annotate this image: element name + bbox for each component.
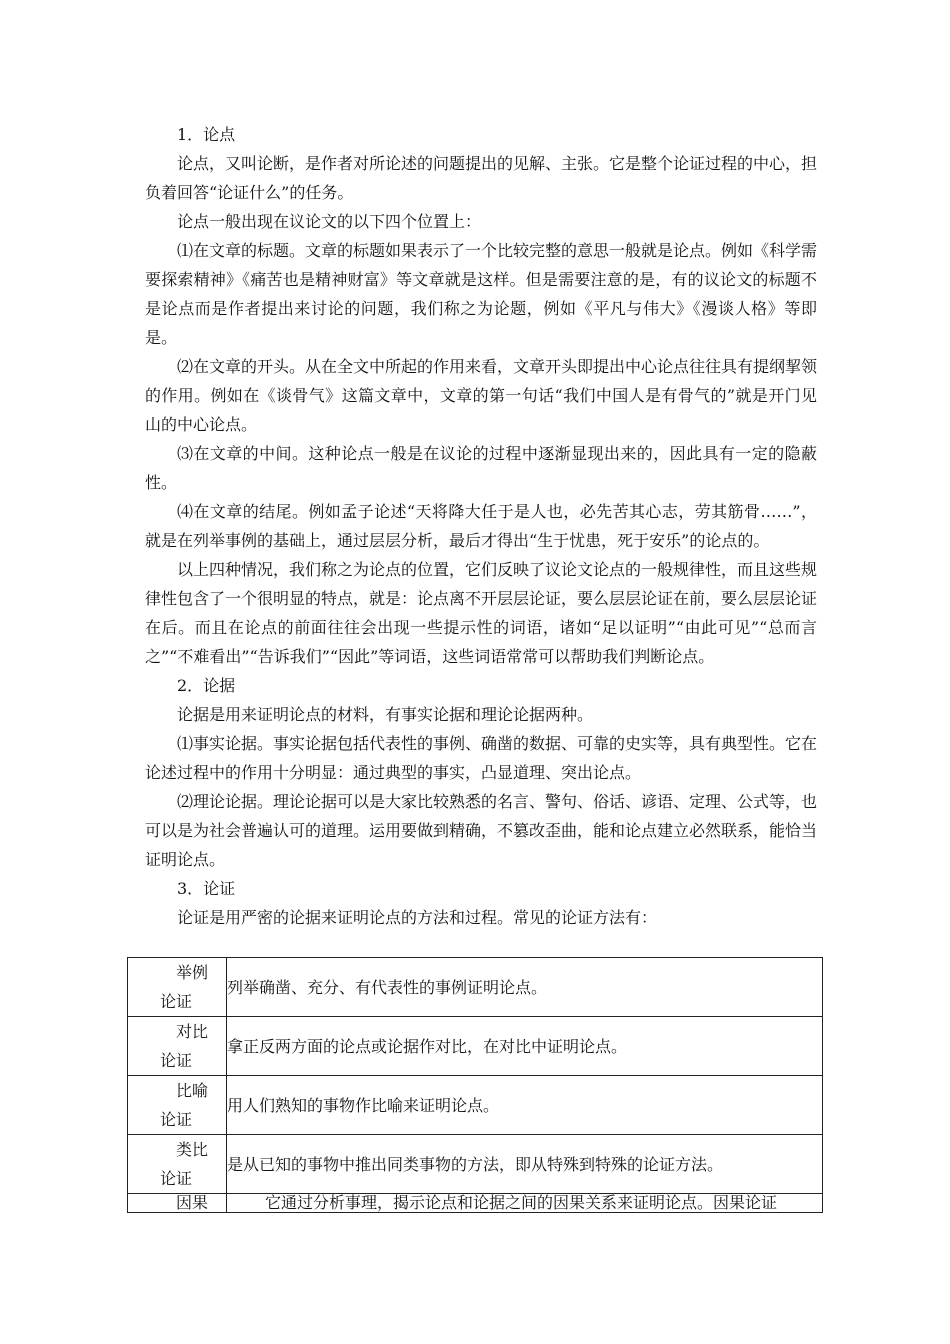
table-row (128, 958, 823, 1017)
method-name: 论证 (160, 1051, 193, 1070)
paragraph: ⑴事实论据。事实论据包括代表性的事例、确凿的数据、可靠的史实等，具有典型性。它在论述过程中的作用十分明显：通过典型的事实，凸显道理、突出论点。 (145, 734, 818, 782)
argument-methods-table (127, 957, 823, 1213)
method-name-cell (128, 1135, 227, 1194)
method-description: 是从已知的事物中推出同类事物的方法，即从特殊到特殊的论证方法。 (227, 1135, 823, 1194)
method-name-cell (128, 1194, 227, 1213)
method-name: 论证 (160, 992, 193, 1011)
table-row (128, 1135, 823, 1194)
method-description: 列举确凿、充分、有代表性的事例证明论点。 (227, 958, 823, 1017)
paragraph: 论据是用来证明论点的材料，有事实论据和理论论据两种。 (177, 705, 594, 724)
table-row (128, 1194, 823, 1213)
paragraph: ⑵在文章的开头。从在全文中所起的作用来看，文章开头即提出中心论点往往具有提纲挈领的作用。例如在《谈骨气》这篇文章中，文章的第一句话“我们中国人是有骨气的”就是开门见山的中心论点。 (145, 357, 818, 434)
method-name: 论证 (160, 1169, 193, 1188)
section-heading-reasoning: 3．论证 (177, 879, 236, 898)
paragraph: ⑶在文章的中间。这种论点一般是在议论的过程中逐渐显现出来的，因此具有一定的隐蔽性。 (145, 444, 817, 492)
paragraph: 论证是用严密的论据来证明论点的方法和过程。常见的论证方法有： (177, 908, 658, 927)
method-name: 因果 (176, 1193, 209, 1212)
method-description: 用人们熟知的事物作比喻来证明论点。 (227, 1076, 823, 1135)
method-name: 对比 (176, 1022, 209, 1041)
paragraph: ⑷在文章的结尾。例如孟子论述“天将降大任于是人也，必先苦其心志，劳其筋骨……”，就是在列举事例的基础上，通过层层分析，最后才得出“生于忧患，死于安乐”的论点的。 (145, 502, 817, 550)
method-name: 类比 (176, 1140, 209, 1159)
method-name: 举例 (176, 963, 209, 982)
method-name-cell (128, 1076, 227, 1135)
method-name: 比喻 (176, 1081, 209, 1100)
section-heading-evidence: 2．论据 (177, 676, 236, 695)
document-body (145, 120, 817, 932)
table-row (128, 1076, 823, 1135)
method-description: 拿正反两方面的论点或论据作对比，在对比中证明论点。 (227, 1017, 823, 1076)
method-name: 论证 (160, 1110, 193, 1129)
paragraph: 以上四种情况，我们称之为论点的位置，它们反映了议论文论点的一般规律性，而且这些规律性包含了一个很明显的特点，就是：论点离不开层层论证，要么层层论证在前，要么层层论证在后。而且在论点的前面往往会出现一些提示性的词语，诸如“足以证明”“由此可见”“总而言之”“不难看出”“告诉我们”“因此”等词语，这些词语常常可以帮助我们判断论点。 (145, 560, 818, 666)
paragraph: ⑵理论论据。理论论据可以是大家比较熟悉的名言、警句、俗话、谚语、定理、公式等，也可以是为社会普遍认可的道理。运用要做到精确，不篡改歪曲，能和论点建立必然联系，能恰当证明论点。 (145, 792, 818, 869)
method-name-cell (128, 958, 227, 1017)
method-description: 它通过分析事理，揭示论点和论据之间的因果关系来证明论点。因果论证 (227, 1194, 823, 1213)
table-row (128, 1017, 823, 1076)
paragraph: 论点一般出现在议论文的以下四个位置上： (177, 212, 482, 231)
paragraph: ⑴在文章的标题。文章的标题如果表示了一个比较完整的意思一般就是论点。例如《科学需要探索精神》《痛苦也是精神财富》等文章就是这样。但是需要注意的是，有的议论文的标题不是论点而是作者提出来讨论的问题，我们称之为论题，例如《平凡与伟大》《漫谈人格》等即是。 (145, 241, 818, 347)
method-name-cell (128, 1017, 227, 1076)
paragraph: 论点，又叫论断，是作者对所论述的问题提出的见解、主张。它是整个论证过程的中心，担负着回答“论证什么”的任务。 (145, 154, 818, 202)
section-heading-argument: 1．论点 (177, 125, 236, 144)
